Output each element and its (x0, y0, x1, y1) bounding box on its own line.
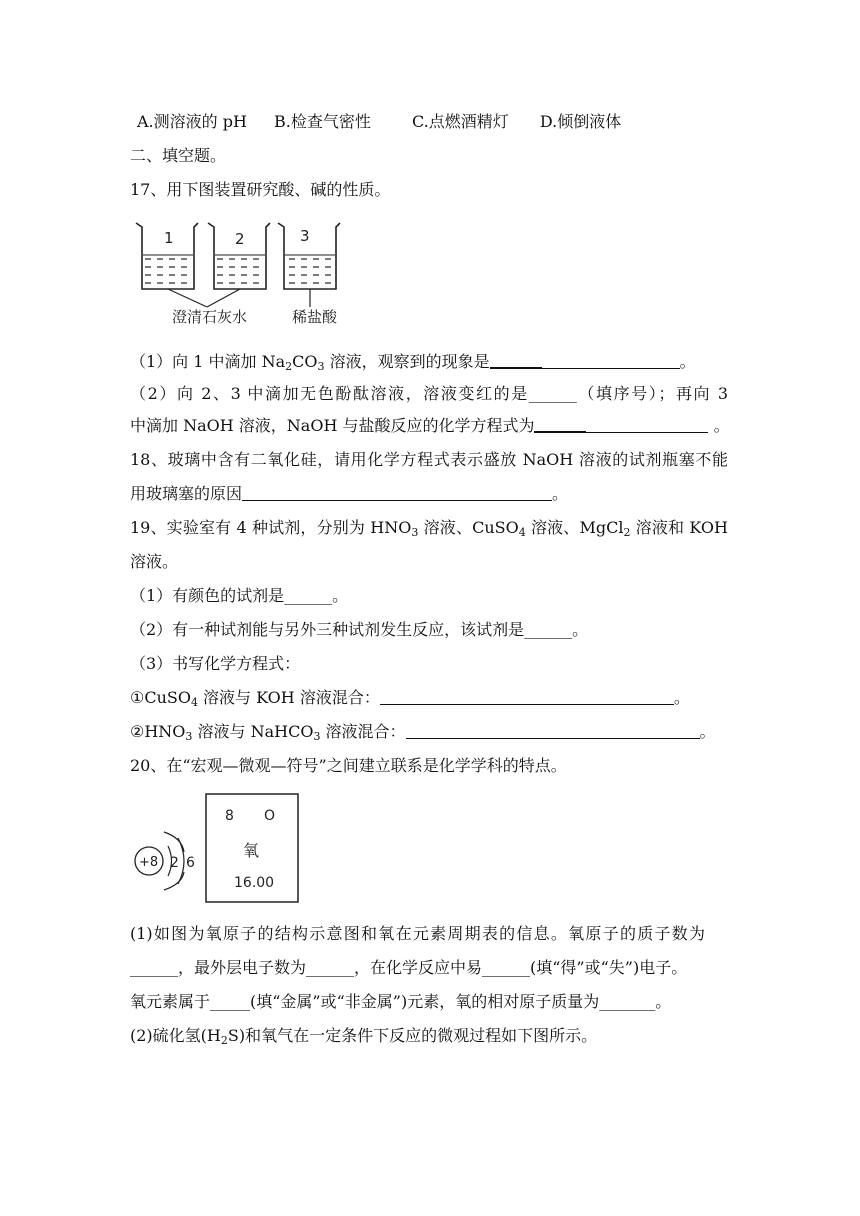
q17-p2-blank-a[interactable] (534, 417, 586, 433)
beakers-figure (132, 215, 352, 330)
element-symbol: O (264, 808, 276, 824)
q16-option-b: B.检查气密性 (274, 112, 371, 131)
oxygen-atom-diagram (135, 832, 195, 890)
q17-part2-line2: 中滴加 NaOH 溶液，NaOH 与盐酸反应的化学方程式为 。 (130, 416, 730, 435)
hcl-label: 稀盐酸 (292, 308, 338, 326)
q19-eq1: ①CuSO$_4$ 溶液与 KOH 溶液混合： 。 (130, 688, 690, 709)
section-title: 二、填空题。 (130, 146, 227, 165)
q19-eq2: $②HNO_3$ 溶液与 NaHCO$_3$ 溶液混合： 。 (130, 722, 716, 743)
q17-p1-blank-b[interactable] (542, 354, 680, 369)
q19-sub1: （1）有颜色的试剂是______。 (130, 586, 349, 605)
q20-stem: 20、在“宏观—微观—符号”之间建立联系是化学学科的特点。 (130, 756, 567, 775)
q17-part1: （1）向 1 中滴加 $Na_2CO_3$ 溶液，观察到的现象是 。 (130, 352, 696, 373)
element-name: 氧 (243, 841, 260, 860)
q20-p1-line2: ______，最外层电子数为______，在化学反应中易______(填“得”或“失”)电子。 (130, 958, 688, 977)
periodic-table-cell (206, 794, 298, 902)
q16-option-c: C.点燃酒精灯 (411, 112, 509, 131)
q19-line2: 溶液。 (130, 552, 179, 571)
q19-sub3: （3）书写化学方程式： (130, 654, 301, 673)
q20-p2: (2)硫化氢$(H_2S)$和氧气在一定条件下反应的微观过程如下图所示。 (130, 1026, 598, 1047)
q18-line2: 用玻璃塞的原因 。 (130, 484, 569, 503)
atomic-mass: 16.00 (234, 875, 275, 891)
beaker-1-number: 1 (164, 229, 174, 247)
q19-eq1-blank[interactable] (380, 690, 674, 705)
q20-p1-line3: 氧元素属于_____(填“金属”或“非金属”)元素，氧的相对原子质量为_______。 (130, 992, 672, 1011)
q19-eq2-blank[interactable] (406, 724, 700, 739)
q19-line1: 19、实验室有 4 种试剂，分别为 $HNO_3$ 溶液、CuSO$_4$ 溶液、MgCl$_2$ 溶液和 KOH (130, 518, 728, 539)
q17-stem: 17、用下图装置研究酸、碱的性质。 (130, 180, 391, 199)
shell-1-electrons: 2 (170, 855, 179, 871)
limewater-label: 澄清石灰水 (172, 308, 248, 326)
q20-p1-line1: (1)如图为氧原子的结构示意图和氧在元素周期表的信息。氧原子的质子数为 (130, 924, 705, 943)
q17-part2-line1: （2）向 2、3 中滴加无色酚酞溶液，溶液变红的是______（填序号）；再向 3 (130, 384, 728, 403)
beaker-2-number: 2 (235, 230, 245, 248)
q16-option-d: D.倾倒液体 (539, 112, 622, 131)
shell-2-electrons: 6 (186, 855, 195, 871)
q16-options-row (137, 112, 621, 132)
q18-line1: 18、玻璃中含有二氧化硅，请用化学方程式表示盛放 NaOH 溶液的试剂瓶塞不能 (130, 450, 728, 469)
oxygen-figure (130, 792, 310, 904)
q17-p2-blank-b[interactable] (586, 418, 708, 433)
q18-blank[interactable] (242, 486, 552, 501)
beaker-3-number: 3 (300, 227, 310, 245)
q16-option-a: A.测溶液的 pH (137, 112, 247, 131)
q19-sub2: （2）有一种试剂能与另外三种试剂发生反应，该试剂是______。 (130, 620, 589, 639)
nucleus-charge: +8 (139, 855, 159, 870)
q17-p1-blank-a[interactable] (490, 353, 542, 369)
atomic-number: 8 (225, 808, 234, 824)
